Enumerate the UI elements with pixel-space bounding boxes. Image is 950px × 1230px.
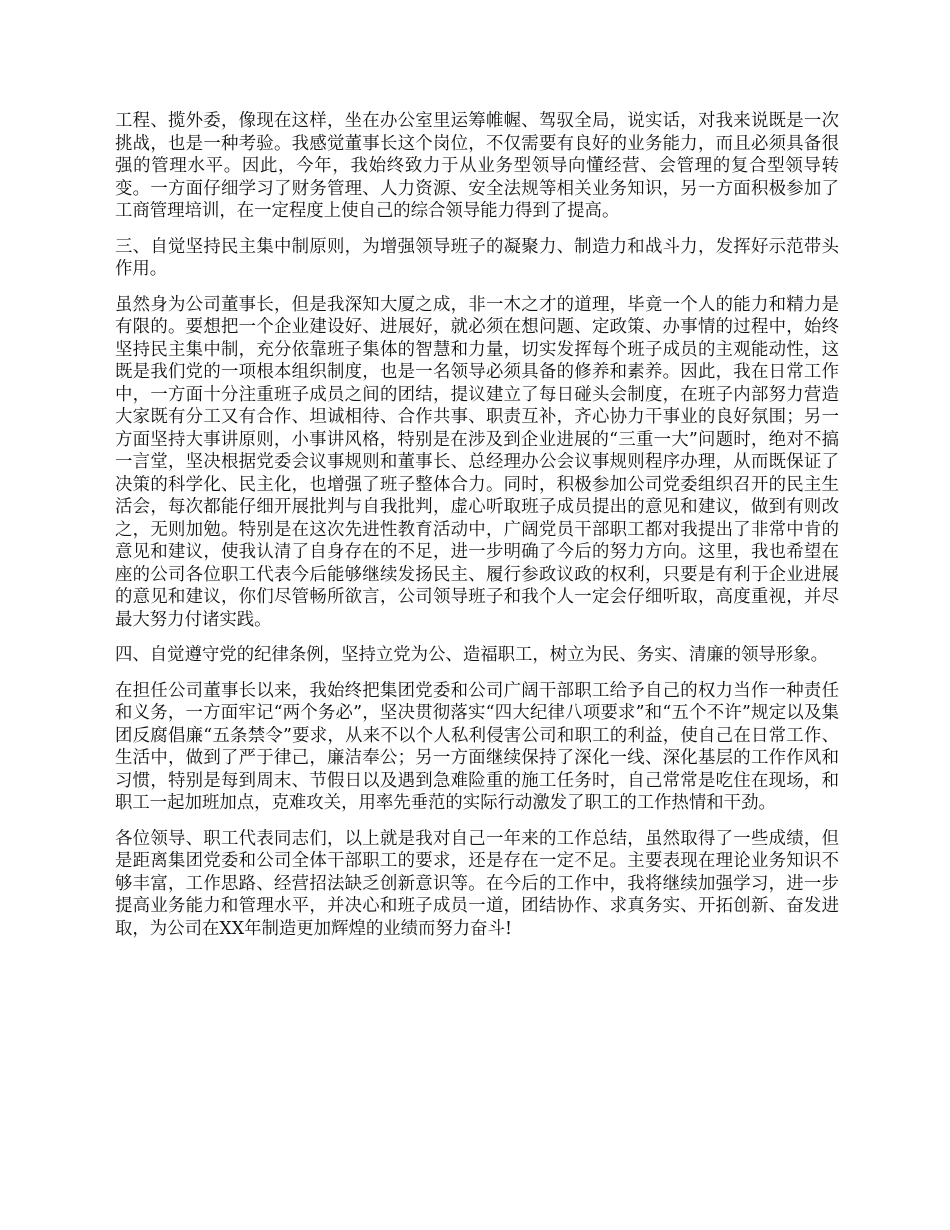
paragraph-conclusion: 各位领导、职工代表同志们，以上就是我对自己一年来的工作总结，虽然取得了一些成绩，但是距离集团党委和公司全体干部职工的要求，还是存在一定不足。主要表现在理论业务知识不够丰富，工作思路、经营招法缺乏创新意识等。在今后的工作中，我将继续加强学习，进一步提高业务能力和管理水平，并决心和班子成员一道，团结协作、求真务实、开拓创新、奋发进取，为公司在XX年制造更加辉煌的业绩而努力奋斗! [115, 828, 839, 939]
section-heading-3: 三、自觉坚持民主集中制原则，为增强领导班子的凝聚力、制造力和战斗力，发挥好示范带头作用。 [115, 236, 839, 279]
section-heading-4: 四、自觉遵守党的纪律条例，坚持立党为公、造福职工，树立为民、务实、清廉的领导形象。 [115, 645, 829, 665]
paragraph-discipline: 在担任公司董事长以来，我始终把集团党委和公司广阔干部职工给予自己的权力当作一种责任和义务，一方面牢记“两个务必”，坚决贯彻落实“四大纪律八项要求”和“五个不许”规定以及集团反腐倡廉“五条禁令”要求，从来不以个人私利侵害公司和职工的利益，使自己在日常工作、生活中，做到了严于律己，廉洁奉公；另一方面继续保持了深化一线、深化基层的工作作风和习惯，特别是每到周末、节假日以及遇到急难险重的施工任务时，自己常常是吃住在现场，和职工一起加班加点，克难攻关，用率先垂范的实际行动激发了职工的工作热情和干劲。 [115, 680, 839, 813]
paragraph-continuation: 工程、揽外委，像现在这样，坐在办公室里运筹帷幄、驾驭全局，说实话，对我来说既是一次挑战，也是一种考验。我感觉董事长这个岗位，不仅需要有良好的业务能力，而且必须具备很强的管理水平。因此，今年，我始终致力于从业务型领导向懂经营、会管理的复合型领导转变。一方面仔细学习了财务管理、人力资源、安全法规等相关业务知识，另一方面积极参加了工商管理培训，在一定程度上使自己的综合领导能力得到了提高。 [115, 111, 839, 221]
document-page [115, 110, 839, 953]
paragraph-democratic-centralism: 虽然身为公司董事长，但是我深知大厦之成，非一木之才的道理，毕竟一个人的能力和精力是有限的。要想把一个企业建设好、进展好，就必须在想问题、定政策、办事情的过程中，始终坚持民主集中制，充分依靠班子集体的智慧和力量，切实发挥每个班子成员的主观能动性，这既是我们党的一项根本组织制度，也是一名领导必须具备的修养和素养。因此，我在日常工作中，一方面十分注重班子成员之间的团结，提议建立了每日碰头会制度，在班子内部努力营造大家既有分工又有合作、坦诚相待、合作共事、职责互补，齐心协力干事业的良好氛围；另一方面坚持大事讲原则，小事讲风格，特别是在涉及到企业进展的“三重一大”问题时，绝对不搞一言堂，坚决根据党委会议事规则和董事长、总经理办公会议事规则程序办理，从而既保证了决策的科学化、民主化，也增强了班子整体合力。同时，积极参加公司党委组织召开的民主生活会，每次都能仔细开展批判与自我批判，虚心听取班子成员提出的意见和建议，做到有则改之，无则加勉。特别是在这次先进性教育活动中，广阔党员干部职工都对我提出了非常中肯的意见和建议，使我认清了自身存在的不足，进一步明确了今后的努力方向。这里，我也希望在座的公司各位职工代表今后能够继续发扬民主、履行参政议政的权利，只要是有利于企业进展的意见和建议，你们尽管畅所欲言，公司领导班子和我个人一定会仔细听取，高度重视，并尽最大努力付诸实践。 [115, 294, 839, 630]
